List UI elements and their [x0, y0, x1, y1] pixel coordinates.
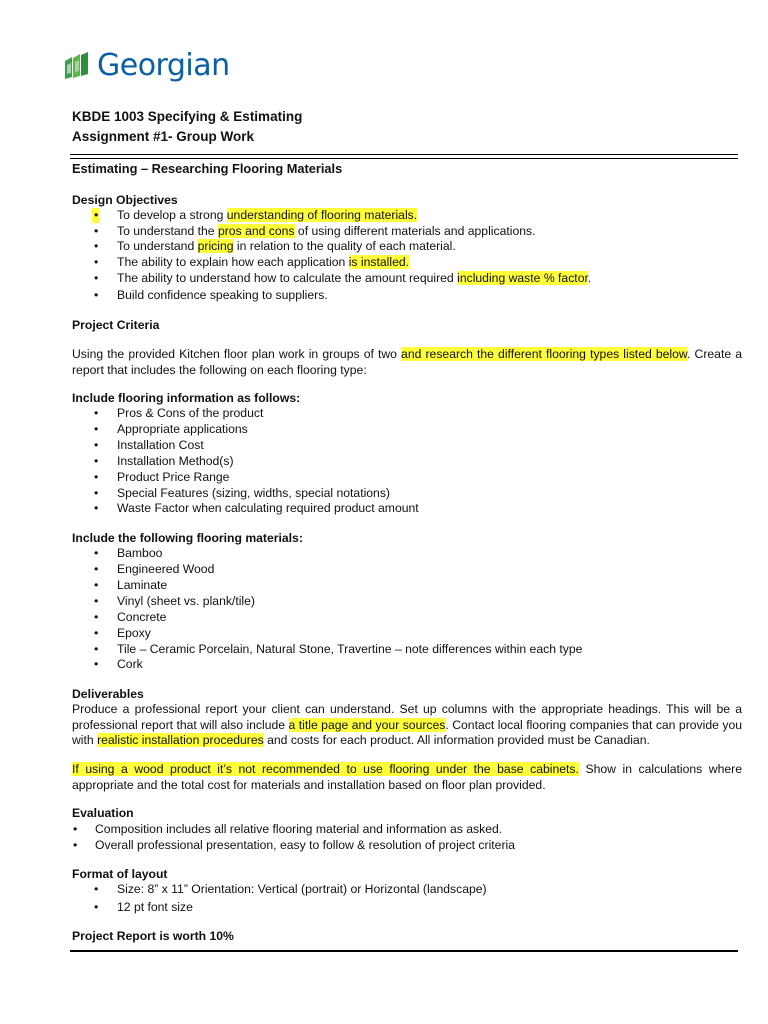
bullet-icon: • — [94, 546, 99, 560]
bullet-icon: • — [94, 486, 99, 500]
list-item: Product Price Range — [117, 470, 230, 484]
bullet-icon: • — [94, 406, 99, 420]
list-item: Engineered Wood — [117, 562, 215, 576]
assignment-title: Assignment #1- Group Work — [72, 129, 255, 144]
list-item: Special Features (sizing, widths, special notations) — [117, 486, 390, 500]
list-item: Pros & Cons of the product — [117, 406, 264, 420]
bullet-icon: • — [94, 657, 99, 671]
document-heading: Estimating – Researching Flooring Materials — [72, 161, 343, 176]
bullet-icon: • — [94, 288, 99, 302]
project-worth: Project Report is worth 10% — [72, 929, 234, 943]
wood-product-note: If using a wood product it’s not recommended to use flooring under the base cabinets. Show in calculations where appropriate and the total cost for materials and installation based on floor plan provided. — [72, 762, 742, 792]
bullet-icon: • — [94, 626, 99, 640]
bullet-icon: • — [94, 578, 99, 592]
bullet-icon: • — [94, 438, 99, 452]
list-item: To understand the pros and cons of using different materials and applications. — [117, 223, 536, 238]
list-item: Size: 8” x 11” Orientation: Vertical (portrait) or Horizontal (landscape) — [117, 882, 487, 896]
list-item: Tile – Ceramic Porcelain, Natural Stone, Travertine – note differences within each type — [117, 642, 583, 656]
bullet-icon: • — [94, 594, 99, 608]
course-title: KBDE 1003 Specifying & Estimating — [72, 109, 303, 124]
list-item: Build confidence speaking to suppliers. — [117, 288, 328, 302]
design-objectives-heading: Design Objectives — [72, 193, 178, 207]
list-item: Epoxy — [117, 626, 151, 640]
bullet-icon: • — [94, 610, 99, 624]
list-item: Overall professional presentation, easy to follow & resolution of project criteria — [95, 838, 515, 852]
bullet-icon: • — [94, 255, 99, 269]
list-item: The ability to understand how to calculate the amount required including waste % factor. — [117, 271, 592, 285]
bullet-icon: • — [94, 562, 99, 576]
deliverables-heading: Deliverables — [72, 687, 144, 701]
list-item: To understand pricing in relation to the quality of each material. — [117, 239, 456, 253]
georgian-logo — [63, 44, 230, 88]
project-criteria-heading: Project Criteria — [72, 318, 160, 332]
list-item: To develop a strong understanding of flooring materials. — [117, 208, 418, 222]
bullet-icon: • — [94, 422, 99, 436]
list-item: Installation Method(s) — [117, 454, 234, 468]
bullet-icon: • — [94, 900, 99, 914]
bullet-icon: • — [94, 239, 99, 253]
bullet-icon: • — [94, 470, 99, 484]
bullet-icon: • — [94, 501, 99, 515]
list-item: Cork — [117, 657, 143, 671]
list-item: Vinyl (sheet vs. plank/tile) — [117, 594, 255, 608]
list-item: 12 pt font size — [117, 900, 193, 914]
bullet-icon: • — [94, 223, 99, 238]
list-item: Laminate — [117, 578, 168, 592]
top-rule — [70, 154, 738, 155]
list-item: The ability to explain how each application is installed. — [117, 255, 410, 269]
bullet-icon: • — [94, 208, 99, 222]
list-item: Waste Factor when calculating required product amount — [117, 501, 419, 515]
bullet-icon: • — [94, 271, 99, 285]
list-item: Installation Cost — [117, 438, 204, 452]
flooring-materials-heading: Include the following flooring materials: — [72, 531, 303, 545]
project-criteria-paragraph: Using the provided Kitchen floor plan work in groups of two and research the different flooring types listed below. Create a report that includes the following on each flooring type: — [72, 347, 742, 377]
bottom-rule — [70, 950, 738, 952]
bullet-icon: • — [73, 822, 78, 836]
list-item: Concrete — [117, 610, 167, 624]
bullet-icon: • — [94, 454, 99, 468]
evaluation-heading: Evaluation — [72, 806, 134, 820]
list-item: Composition includes all relative flooring material and information as asked. — [95, 822, 503, 836]
format-heading: Format of layout — [72, 867, 168, 881]
bullet-icon: • — [73, 838, 78, 852]
deliverables-paragraph: Produce a professional report your client can understand. Set up columns with the appropriate headings. This will be a professional report that will also include a title page and your sources. Contact local flooring companies that can provide you with realistic installation procedures and costs for each product. All information provided must be Canadian. — [72, 702, 742, 747]
bullet-icon: • — [94, 642, 99, 656]
list-item: Bamboo — [117, 546, 163, 560]
logo-mark-icon — [63, 51, 93, 81]
list-item: Appropriate applications — [117, 422, 248, 436]
flooring-information-heading: Include flooring information as follows: — [72, 391, 301, 405]
logo-wordmark: Georgian — [97, 48, 230, 83]
top-rule-secondary — [70, 158, 738, 159]
bullet-icon: • — [94, 882, 99, 896]
